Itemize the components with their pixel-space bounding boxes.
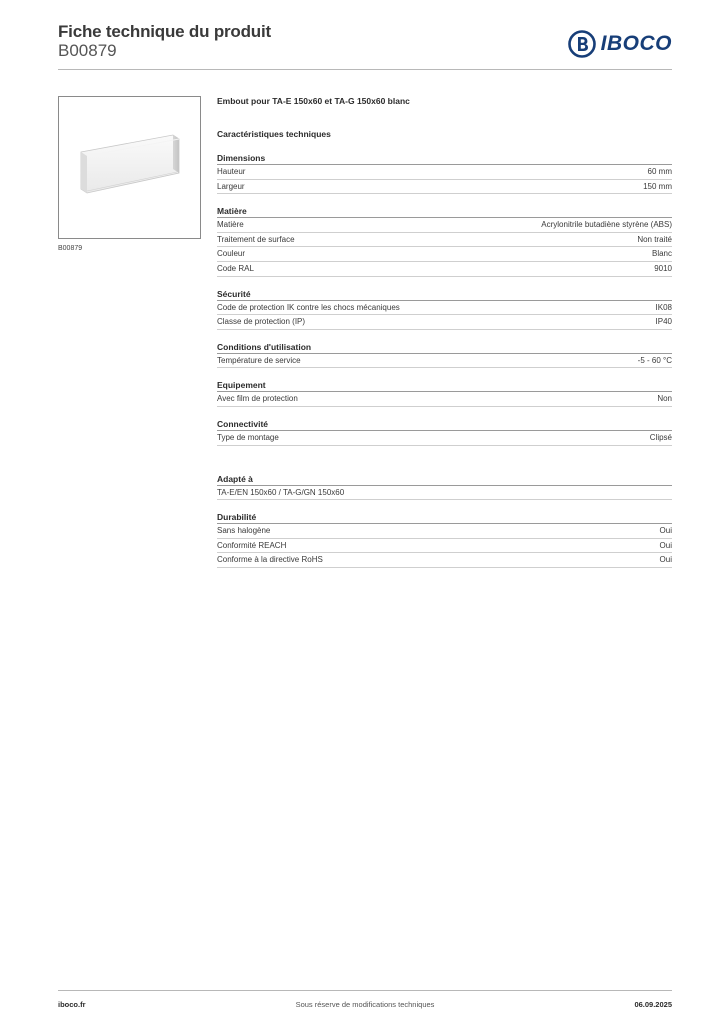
logo-wordmark: IBOCO bbox=[600, 32, 672, 55]
spec-row bbox=[217, 553, 672, 568]
spec-label: Code de protection IK contre les chocs mécaniques bbox=[217, 302, 400, 312]
spec-value: -5 - 60 °C bbox=[637, 355, 672, 365]
spec-value: IK08 bbox=[655, 302, 672, 312]
spec-row bbox=[217, 524, 672, 539]
spec-label: Conforme à la directive RoHS bbox=[217, 555, 323, 565]
spec-value: Blanc bbox=[651, 249, 672, 259]
spec-row bbox=[217, 262, 672, 277]
specification-content bbox=[217, 96, 672, 568]
document-header bbox=[58, 22, 672, 70]
spec-row bbox=[217, 301, 672, 316]
spec-row bbox=[217, 165, 672, 180]
footer-notice: Sous réserve de modifications techniques bbox=[295, 1000, 435, 1009]
section-title: Connectivité bbox=[217, 417, 672, 431]
spec-value: Oui bbox=[659, 555, 672, 565]
section-sustainability bbox=[217, 510, 672, 568]
spec-value: Non bbox=[657, 394, 672, 404]
section-title: Dimensions bbox=[217, 151, 672, 165]
spec-label: Largeur bbox=[217, 181, 245, 191]
spec-value: Acrylonitrile butadiène styrène (ABS) bbox=[541, 220, 672, 230]
spec-value: 60 mm bbox=[647, 167, 672, 176]
image-caption: B00879 bbox=[58, 245, 83, 252]
section-dimensions bbox=[217, 151, 672, 194]
spec-label: Sans halogène bbox=[217, 526, 271, 536]
spec-label: Matière bbox=[217, 220, 244, 230]
page-title: Fiche technique du produit bbox=[58, 22, 271, 41]
section-equipment bbox=[217, 378, 672, 407]
spec-label: Couleur bbox=[217, 249, 246, 259]
spec-row bbox=[217, 539, 672, 554]
section-connectivity bbox=[217, 417, 672, 446]
section-compatibility bbox=[217, 472, 672, 501]
spec-value: IP40 bbox=[655, 317, 672, 327]
product-name: Embout pour TA-E 150x60 et TA-G 150x60 blanc bbox=[217, 96, 410, 106]
spec-row bbox=[217, 233, 672, 248]
spec-row bbox=[217, 315, 672, 330]
spec-value: Non traité bbox=[637, 234, 672, 244]
product-reference: B00879 bbox=[58, 41, 117, 60]
spec-row bbox=[217, 431, 672, 446]
product-image bbox=[58, 96, 201, 239]
document-date: 06.09.2025 bbox=[634, 1000, 672, 1009]
spec-label: Traitement de surface bbox=[217, 234, 295, 244]
website-link[interactable]: iboco.fr bbox=[58, 1000, 86, 1009]
product-photo-icon bbox=[59, 97, 200, 238]
spec-label: Hauteur bbox=[217, 167, 246, 176]
spec-row bbox=[217, 354, 672, 369]
spec-row bbox=[217, 486, 672, 501]
section-usage-conditions bbox=[217, 340, 672, 369]
spec-label: Classe de protection (IP) bbox=[217, 317, 306, 327]
spec-row bbox=[217, 247, 672, 262]
spec-value: Clipsé bbox=[649, 432, 672, 442]
spec-label: Code RAL bbox=[217, 263, 254, 273]
spec-label: Température de service bbox=[217, 355, 301, 365]
spec-value: 9010 bbox=[654, 263, 672, 273]
spec-heading: Caractéristiques techniques bbox=[217, 129, 331, 139]
spec-row bbox=[217, 180, 672, 195]
spec-row bbox=[217, 392, 672, 407]
spec-value: Oui bbox=[659, 526, 672, 536]
spec-label: TA-E/EN 150x60 / TA-G/GN 150x60 bbox=[217, 487, 345, 497]
iboco-logo-icon bbox=[568, 30, 596, 58]
spec-value: Oui bbox=[659, 540, 672, 550]
document-footer bbox=[58, 990, 672, 1010]
brand-logo bbox=[568, 28, 672, 60]
section-material bbox=[217, 204, 672, 276]
section-title: Matière bbox=[217, 204, 672, 218]
spec-label: Type de montage bbox=[217, 432, 279, 442]
spec-row bbox=[217, 218, 672, 233]
spec-label: Avec film de protection bbox=[217, 394, 298, 404]
section-title: Adapté à bbox=[217, 472, 672, 486]
spec-value: 150 mm bbox=[643, 181, 672, 191]
section-title: Sécurité bbox=[217, 287, 672, 301]
section-safety bbox=[217, 287, 672, 330]
section-title: Equipement bbox=[217, 378, 672, 392]
spec-label: Conformité REACH bbox=[217, 540, 287, 550]
section-title: Conditions d'utilisation bbox=[217, 340, 672, 354]
section-title: Durabilité bbox=[217, 510, 672, 524]
